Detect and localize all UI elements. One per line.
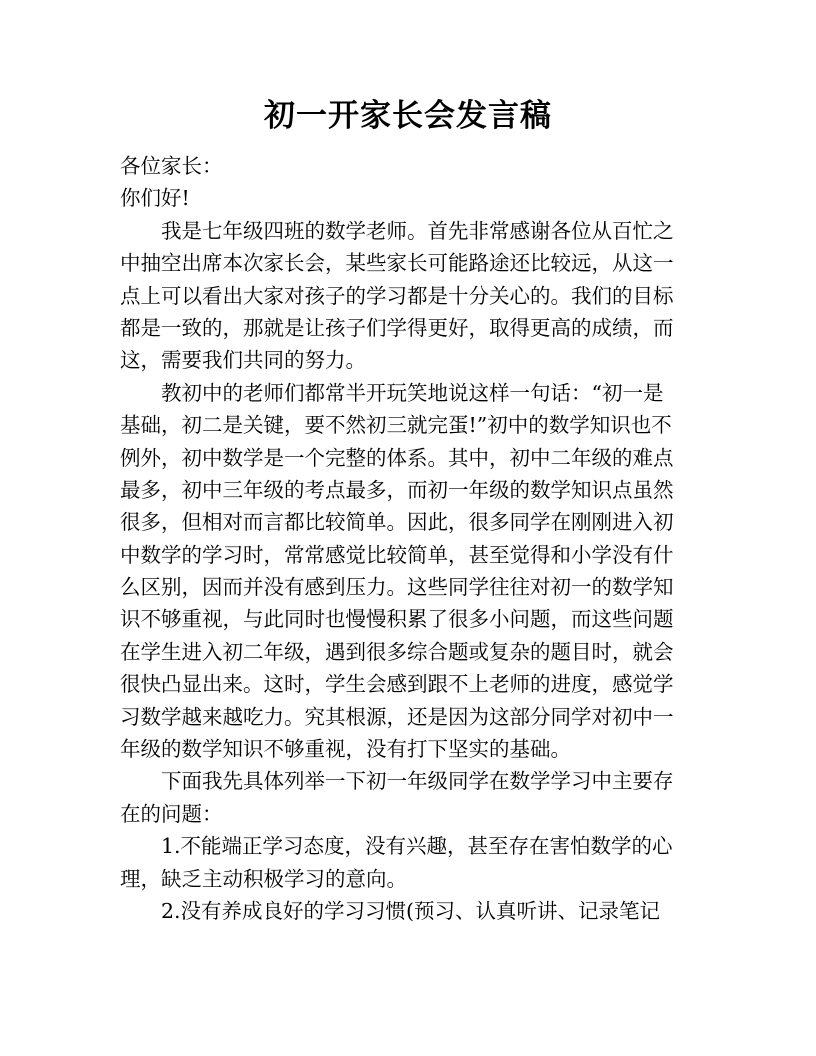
text-line: 我是七年级四班的数学老师。首先非常感谢各位从百忙之	[161, 218, 674, 243]
text-line: 理，缺乏主动积极学习的意向。	[120, 866, 407, 891]
text-line: 你们好!	[120, 186, 190, 211]
text-line: 下面我先具体列举一下初一年级同学在数学学习中主要存	[161, 769, 674, 794]
text-line: 在的问题：	[120, 801, 223, 826]
text-line: 各位家长：	[120, 154, 223, 178]
text-line: 很快凸显出来。这时，学生会感到跟不上老师的进度，感觉学	[120, 672, 674, 697]
text-line: 在学生进入初二年级，遇到很多综合题或复杂的题目时，就会	[120, 639, 674, 664]
text-line: 基础，初二是关键，要不然初三就完蛋!”初中的数学知识也不	[120, 413, 672, 438]
document-title: 初一开家长会发言稿	[264, 98, 552, 134]
text-line: 点上可以看出大家对孩子的学习都是十分关心的。我们的目标	[120, 283, 674, 308]
text-line: 2.没有养成良好的学习习惯(预习、认真听讲、记录笔记	[161, 898, 661, 923]
text-line: 这，需要我们共同的努力。	[120, 348, 366, 373]
text-line: 习数学越来越吃力。究其根源，还是因为这部分同学对初中一	[120, 704, 674, 729]
text-line: 很多，但相对而言都比较简单。因此，很多同学在刚刚进入初	[120, 510, 674, 535]
text-line: 1.不能端正学习态度，没有兴趣，甚至存在害怕数学的心	[161, 834, 673, 859]
text-line: 中抽空出席本次家长会，某些家长可能路途还比较远，从这一	[120, 251, 674, 276]
text-line: 例外，初中数学是一个完整的体系。其中，初中二年级的难点	[120, 445, 674, 470]
text-line: 识不够重视，与此同时也慢慢积累了很多小问题，而这些问题	[120, 607, 674, 632]
document-body	[120, 150, 698, 927]
text-line: 教初中的老师们都常半开玩笑地说这样一句话：“初一是	[161, 380, 664, 405]
text-line: 最多，初中三年级的考点最多，而初一年级的数学知识点虽然	[120, 477, 674, 502]
text-line: 中数学的学习时，常常感觉比较简单，甚至觉得和小学没有什	[120, 542, 674, 567]
text-line: 年级的数学知识不够重视，没有打下坚实的基础。	[120, 737, 571, 762]
text-line: 都是一致的，那就是让孩子们学得更好，取得更高的成绩，而	[120, 315, 674, 340]
text-line: 么区别，因而并没有感到压力。这些同学往往对初一的数学知	[120, 575, 674, 600]
